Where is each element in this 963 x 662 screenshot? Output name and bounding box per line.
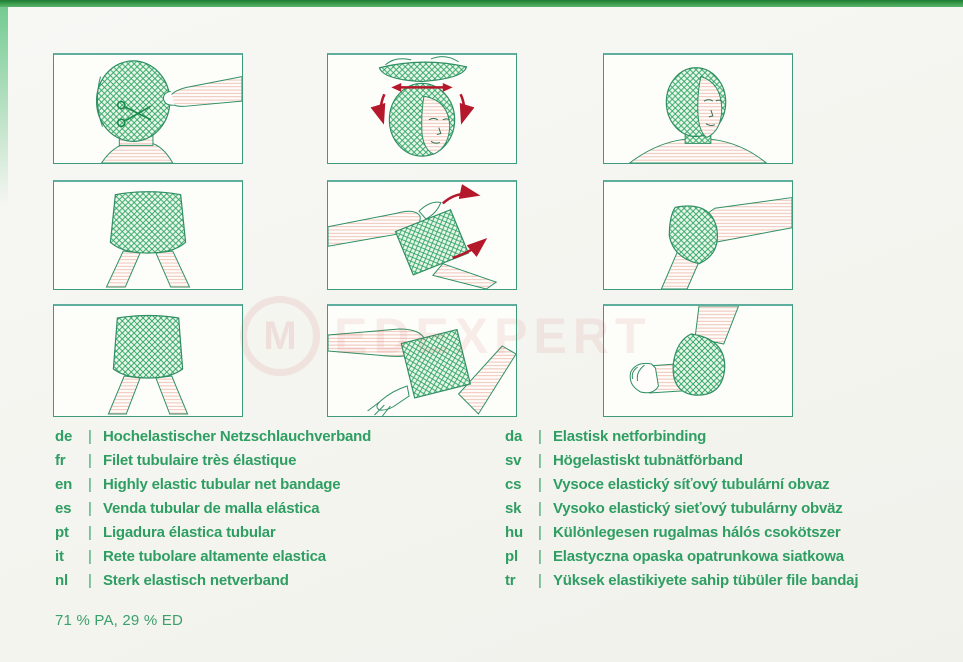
lang-text: Högelastiskt tubnätförband — [553, 451, 743, 469]
green-left-edge — [0, 7, 8, 205]
separator: | — [538, 571, 542, 589]
lang-row-cs — [505, 472, 858, 496]
stretch-net-down-over-head-icon — [328, 55, 516, 163]
lang-code: pl — [505, 547, 518, 565]
lang-row-nl — [55, 568, 371, 592]
panel-stretch-net-over-head — [327, 53, 517, 164]
lang-row-en — [55, 472, 371, 496]
panel-knee-net — [603, 180, 793, 290]
lang-code: pt — [55, 523, 69, 541]
lang-text: Yüksek elastikiyete sahip tübüler file bandaj — [553, 571, 859, 589]
lang-row-sv — [505, 448, 858, 472]
torso-net-bandage-icon — [54, 182, 242, 289]
lang-text: Vysoce elastický síťový tubulární obvaz — [553, 475, 830, 493]
separator: | — [538, 451, 542, 469]
lang-row-de — [55, 424, 371, 448]
lang-row-fr — [55, 448, 371, 472]
elbow-net-bandage-icon — [604, 306, 792, 416]
language-list-right — [505, 424, 858, 592]
separator: | — [538, 547, 542, 565]
panel-apply-net-over-head — [53, 53, 243, 164]
lang-text: Venda tubular de malla elástica — [103, 499, 320, 517]
separator: | — [88, 475, 92, 493]
lang-code: hu — [505, 523, 523, 541]
lang-row-it — [55, 544, 371, 568]
finished-head-net-cap-icon — [604, 55, 792, 163]
lang-text: Rete tubolare altamente elastica — [103, 547, 326, 565]
torso-net-bandage-finished-icon — [54, 306, 242, 416]
lang-code: es — [55, 499, 72, 517]
lang-text: Filet tubulaire très élastique — [103, 451, 297, 469]
lang-code: sv — [505, 451, 522, 469]
lang-row-pt — [55, 520, 371, 544]
lang-row-da — [505, 424, 858, 448]
lang-text: Vysoko elastický sieťový tubulárny obväz — [553, 499, 843, 517]
lang-code: de — [55, 427, 73, 445]
knee-net-bandage-icon — [604, 182, 792, 289]
separator: | — [538, 427, 542, 445]
panel-finished-head-cap — [603, 53, 793, 164]
lang-text: Elastyczna opaska opatrunkowa siatkowa — [553, 547, 844, 565]
separator: | — [88, 523, 92, 541]
language-list-left — [55, 424, 371, 592]
lang-code: tr — [505, 571, 516, 589]
separator: | — [538, 523, 542, 541]
stretch-net-over-wrist-icon — [328, 182, 516, 289]
separator: | — [88, 547, 92, 565]
separator: | — [88, 571, 92, 589]
separator: | — [538, 499, 542, 517]
lang-row-tr — [505, 568, 858, 592]
lang-text: Különlegesen rugalmas hálós csokötszer — [553, 523, 841, 541]
lang-code: cs — [505, 475, 522, 493]
separator: | — [538, 475, 542, 493]
lang-code: da — [505, 427, 523, 445]
separator: | — [88, 451, 92, 469]
lang-text: Ligadura élastica tubular — [103, 523, 276, 541]
apply-net-over-head-scissors-icon — [54, 55, 242, 163]
lang-code: sk — [505, 499, 522, 517]
lang-text: Hochelastischer Netzschlauchverband — [103, 427, 372, 445]
watermark-logo-icon: M — [240, 296, 320, 376]
separator: | — [88, 427, 92, 445]
panel-elbow-net — [603, 304, 793, 417]
lang-text: Elastisk netforbinding — [553, 427, 707, 445]
panel-torso-net — [53, 180, 243, 290]
lang-row-pl — [505, 544, 858, 568]
lang-code: nl — [55, 571, 68, 589]
wrist-net-bandage-hand-icon — [328, 306, 516, 416]
separator: | — [88, 499, 92, 517]
lang-code: it — [55, 547, 64, 565]
panel-stretch-net-over-wrist — [327, 180, 517, 290]
lang-text: Sterk elastisch netverband — [103, 571, 289, 589]
material-composition: 71 % PA, 29 % ED — [55, 612, 183, 629]
lang-row-es — [55, 496, 371, 520]
lang-code: en — [55, 475, 73, 493]
panel-torso-net-finished — [53, 304, 243, 417]
lang-code: fr — [55, 451, 66, 469]
lang-row-hu — [505, 520, 858, 544]
lang-row-sk — [505, 496, 858, 520]
lang-text: Highly elastic tubular net bandage — [103, 475, 341, 493]
panel-wrist-net-hand — [327, 304, 517, 417]
green-top-edge — [0, 0, 963, 7]
